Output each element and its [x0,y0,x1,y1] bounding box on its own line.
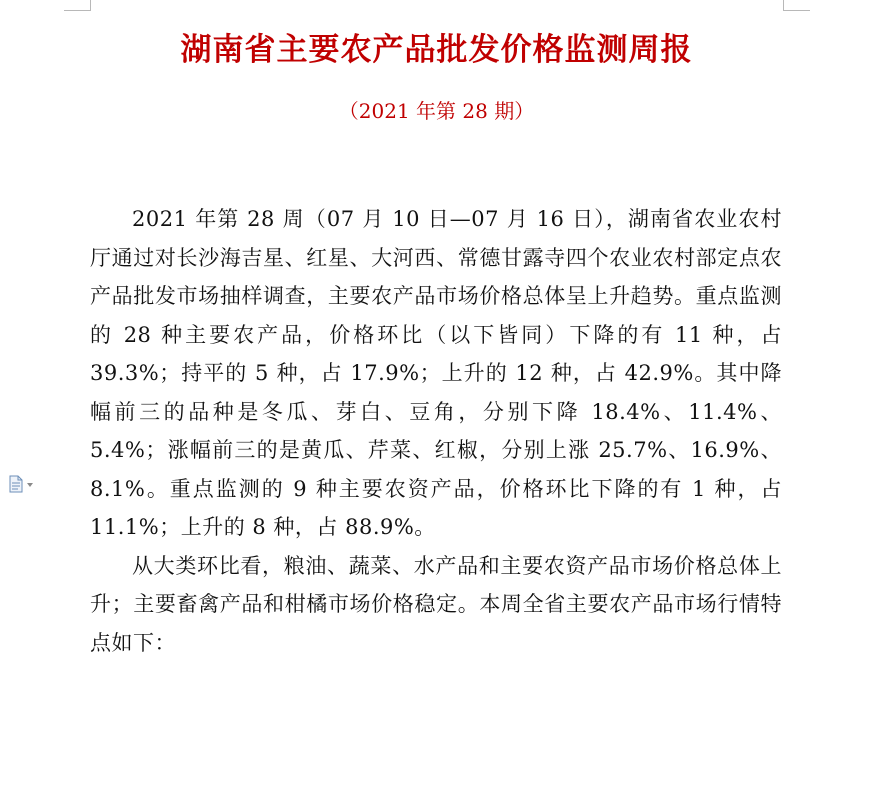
document-paragraph-icon [8,475,24,493]
report-issue-number: （2021 年第 28 期） [338,99,535,123]
paragraph-options-button[interactable] [8,474,44,494]
paragraph-category-overview: 从大类环比看，粮油、蔬菜、水产品和主要农资产品市场价格总体上升；主要畜禽产品和柑橘市场价格稳定。本周全省主要农产品市场行情特点如下： [90,553,782,655]
report-body [90,200,782,662]
report-title: 湖南省主要农产品批发价格监测周报 [180,32,693,68]
chevron-down-icon [27,483,33,487]
page-corner-mark-left [64,0,91,11]
paragraph-summary: 2021 年第 28 周（07 月 10 日—07 月 16 日），湖南省农业农村厅通过对长沙海吉星、红星、大河西、常德甘露寺四个农业农村部定点农产品批发市场抽样调查，主要农产品市场价格总体呈上升趋势。重点监测的 28 种主要农产品，价格环比（以下皆同）下降的有 11 种，占 39.3%；持平的 5 种，占 17.9%；上升的 12 种，占 42.9%。其中降幅前三的品种是冬瓜、芽白、豆角，分别下降 18.4%、11.4%、5.4%；涨幅前三的是黄瓜、芹菜、红椒，分别上涨 25.7%、16.9%、8.1%。重点监测的 9 种主要农资产品，价格环比下降的有 1 种，占 11.1%；上升的 8 种，占 88.9%。 [90,207,782,539]
page-corner-mark-right [783,0,810,11]
